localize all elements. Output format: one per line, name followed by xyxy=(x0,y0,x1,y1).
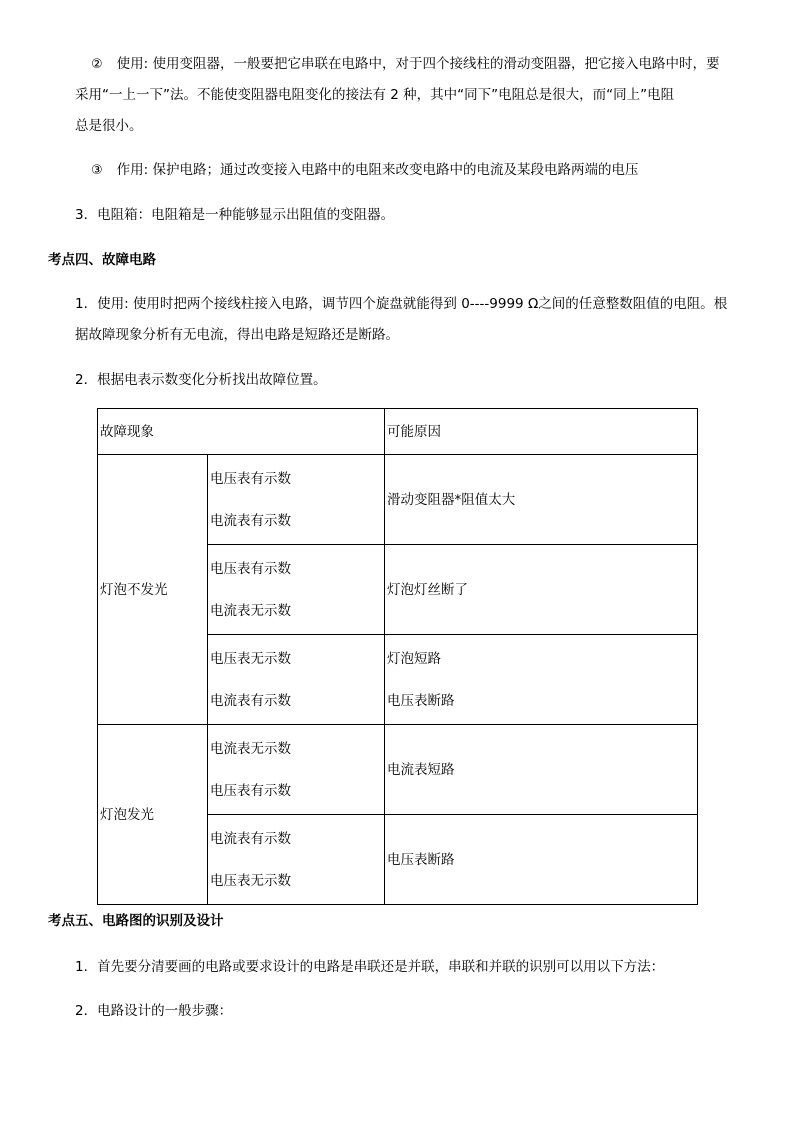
group-label: 灯泡不发光 xyxy=(98,455,208,725)
resistance-box-paragraph: 3．电阻箱：电阻箱是一种能够显示出阻值的变阻器。 xyxy=(75,207,395,223)
cause-cell xyxy=(385,725,698,815)
cause-cell xyxy=(385,455,698,545)
meter-reading: 电流表有示数 xyxy=(210,830,291,847)
meter-reading: 电流表有示数 xyxy=(210,512,291,529)
header-cause: 可能原因 xyxy=(385,409,698,455)
meter-reading: 电压表无示数 xyxy=(210,872,291,889)
fault-table xyxy=(97,408,698,905)
use-text-line3: 总是很小。 xyxy=(75,118,143,134)
section4-p2: 2．根据电表示数变化分析找出故障位置。 xyxy=(75,372,327,388)
cause-text: 电流表短路 xyxy=(387,761,455,778)
meter-cell xyxy=(208,635,385,725)
table-header-row xyxy=(98,409,698,455)
cause-cell xyxy=(385,635,698,725)
cause-cell xyxy=(385,815,698,905)
header-phenomenon: 故障现象 xyxy=(98,409,385,455)
section4-heading: 考点四、故障电路 xyxy=(48,252,156,268)
use-text-line1: 使用: 使用变阻器，一般要把它串联在电路中，对于四个接线柱的滑动变阻器，把它接入电路中时，要 xyxy=(116,56,720,72)
circled-number-2: ② xyxy=(91,57,103,72)
section5-p1: 1．首先要分清要画的电路或要求设计的电路是串联还是并联，串联和并联的识别可以用以下方法： xyxy=(75,959,665,975)
function-text: 作用: 保护电路；通过改变接入电路中的电阻来改变电路中的电流及某段电路两端的电压 xyxy=(116,162,639,178)
meter-reading: 电压表有示数 xyxy=(210,560,291,577)
cause-cell xyxy=(385,545,698,635)
cause-text: 电压表断路 xyxy=(387,692,455,709)
section5-heading: 考点五、电路图的识别及设计 xyxy=(48,913,224,929)
meter-reading: 电流表无示数 xyxy=(210,602,291,619)
meter-reading: 电流表有示数 xyxy=(210,692,291,709)
circled-number-3: ③ xyxy=(91,163,103,178)
cause-text: 滑动变阻器*阻值太大 xyxy=(387,491,516,508)
table-row xyxy=(98,455,698,545)
meter-cell xyxy=(208,545,385,635)
meter-cell xyxy=(208,815,385,905)
section4-p1-line1: 1．使用: 使用时把两个接线柱接入电路，调节四个旋盘就能得到 0----9999 Ω之间的任意整数阻值的电阻。根 xyxy=(75,296,728,312)
function-paragraph xyxy=(91,156,751,185)
cause-text: 电压表断路 xyxy=(387,851,455,868)
section5-p2: 2．电路设计的一般步骤： xyxy=(75,1003,233,1019)
meter-reading: 电压表有示数 xyxy=(210,470,291,487)
meter-reading: 电流表无示数 xyxy=(210,740,291,757)
group-label: 灯泡发光 xyxy=(98,725,208,905)
table-row xyxy=(98,725,698,815)
meter-reading: 电压表有示数 xyxy=(210,782,291,799)
cause-text: 灯泡灯丝断了 xyxy=(387,581,468,598)
meter-cell xyxy=(208,725,385,815)
use-text-line2: 采用“一上一下”法。不能使变阻器电阻变化的接法有 2 种，其中“同下”电阻总是很大，而“同上”电阻 xyxy=(75,87,675,103)
cause-text: 灯泡短路 xyxy=(387,650,441,667)
meter-reading: 电压表无示数 xyxy=(210,650,291,667)
use-paragraph xyxy=(91,50,751,79)
section4-p1-line2: 据故障现象分析有无电流，得出电路是短路还是断路。 xyxy=(75,327,399,343)
meter-cell xyxy=(208,455,385,545)
